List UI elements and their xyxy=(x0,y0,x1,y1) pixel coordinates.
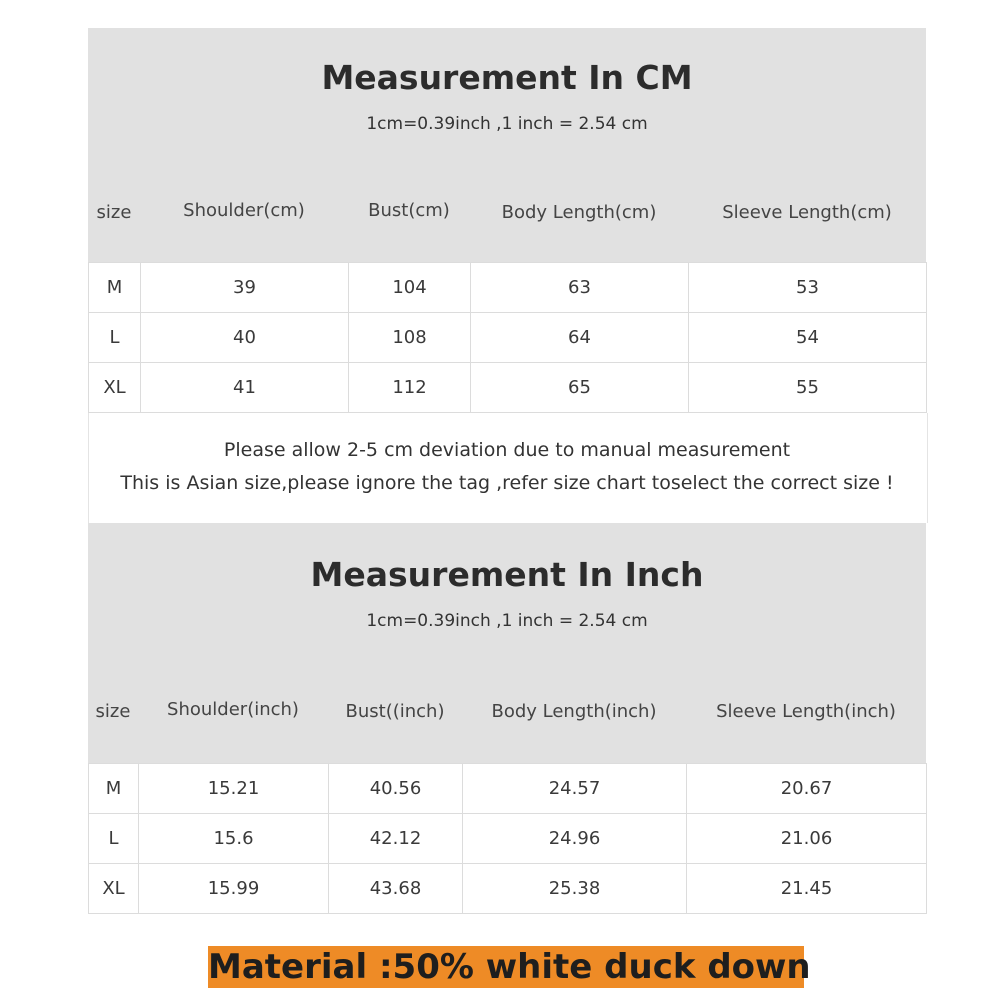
inch-cell: 25.38 xyxy=(463,864,687,914)
table-row xyxy=(89,764,927,814)
inch-col-size: size xyxy=(95,701,131,722)
inch-cell: 24.57 xyxy=(463,764,687,814)
inch-cell: 43.68 xyxy=(329,864,463,914)
inch-cell: 24.96 xyxy=(463,814,687,864)
table-row xyxy=(89,864,927,914)
inch-col-shoulder: Shoulder(inch) xyxy=(167,699,299,720)
cm-col-sleeve-length: Sleeve Length(cm) xyxy=(722,202,892,223)
inch-cell: 15.21 xyxy=(139,764,329,814)
cm-cell: 65 xyxy=(471,363,689,413)
inch-cell: 21.06 xyxy=(687,814,927,864)
material-banner: Material :50% white duck down xyxy=(208,947,811,987)
cm-cell: XL xyxy=(89,363,141,413)
inch-col-bust: Bust((inch) xyxy=(345,701,445,722)
table-row xyxy=(89,263,927,313)
cm-cell: 55 xyxy=(689,363,927,413)
inch-cell: XL xyxy=(89,864,139,914)
cm-col-body-length: Body Length(cm) xyxy=(501,202,657,223)
inch-header xyxy=(88,523,926,763)
cm-cell: 41 xyxy=(141,363,349,413)
inch-cell: 42.12 xyxy=(329,814,463,864)
inch-subtitle: 1cm=0.39inch ,1 inch = 2.54 cm xyxy=(366,611,648,631)
table-row xyxy=(89,363,927,413)
inch-section xyxy=(88,523,926,915)
cm-cell: 53 xyxy=(689,263,927,313)
cm-subtitle: 1cm=0.39inch ,1 inch = 2.54 cm xyxy=(366,114,648,134)
inch-cell: M xyxy=(89,764,139,814)
inch-col-sleeve-length: Sleeve Length(inch) xyxy=(716,701,896,722)
cm-title: Measurement In CM xyxy=(321,58,693,97)
inch-cell: 40.56 xyxy=(329,764,463,814)
inch-cell: L xyxy=(89,814,139,864)
cm-header xyxy=(88,28,926,262)
inch-cell: 15.6 xyxy=(139,814,329,864)
table-row xyxy=(89,814,927,864)
inch-col-body-length: Body Length(inch) xyxy=(491,701,657,722)
notes-section xyxy=(88,413,926,523)
asian-size-note: This is Asian size,please ignore the tag ,refer size chart toselect the correct size ! xyxy=(120,472,894,494)
cm-col-bust: Bust(cm) xyxy=(368,200,450,221)
cm-cell: 39 xyxy=(141,263,349,313)
cm-col-shoulder: Shoulder(cm) xyxy=(183,200,305,221)
cm-cell: 112 xyxy=(349,363,471,413)
inch-cell: 15.99 xyxy=(139,864,329,914)
inch-cell: 20.67 xyxy=(687,764,927,814)
table-row xyxy=(89,313,927,363)
inch-title: Measurement In Inch xyxy=(310,555,704,594)
deviation-note: Please allow 2-5 cm deviation due to manual measurement xyxy=(223,439,791,461)
cm-cell: 40 xyxy=(141,313,349,363)
cm-table xyxy=(88,262,927,413)
cm-col-size: size xyxy=(96,202,132,223)
cm-section xyxy=(88,28,926,413)
cm-cell: L xyxy=(89,313,141,363)
inch-table xyxy=(88,763,927,914)
cm-cell: 63 xyxy=(471,263,689,313)
cm-cell: 64 xyxy=(471,313,689,363)
inch-cell: 21.45 xyxy=(687,864,927,914)
cm-cell: M xyxy=(89,263,141,313)
cm-cell: 54 xyxy=(689,313,927,363)
cm-cell: 108 xyxy=(349,313,471,363)
cm-cell: 104 xyxy=(349,263,471,313)
